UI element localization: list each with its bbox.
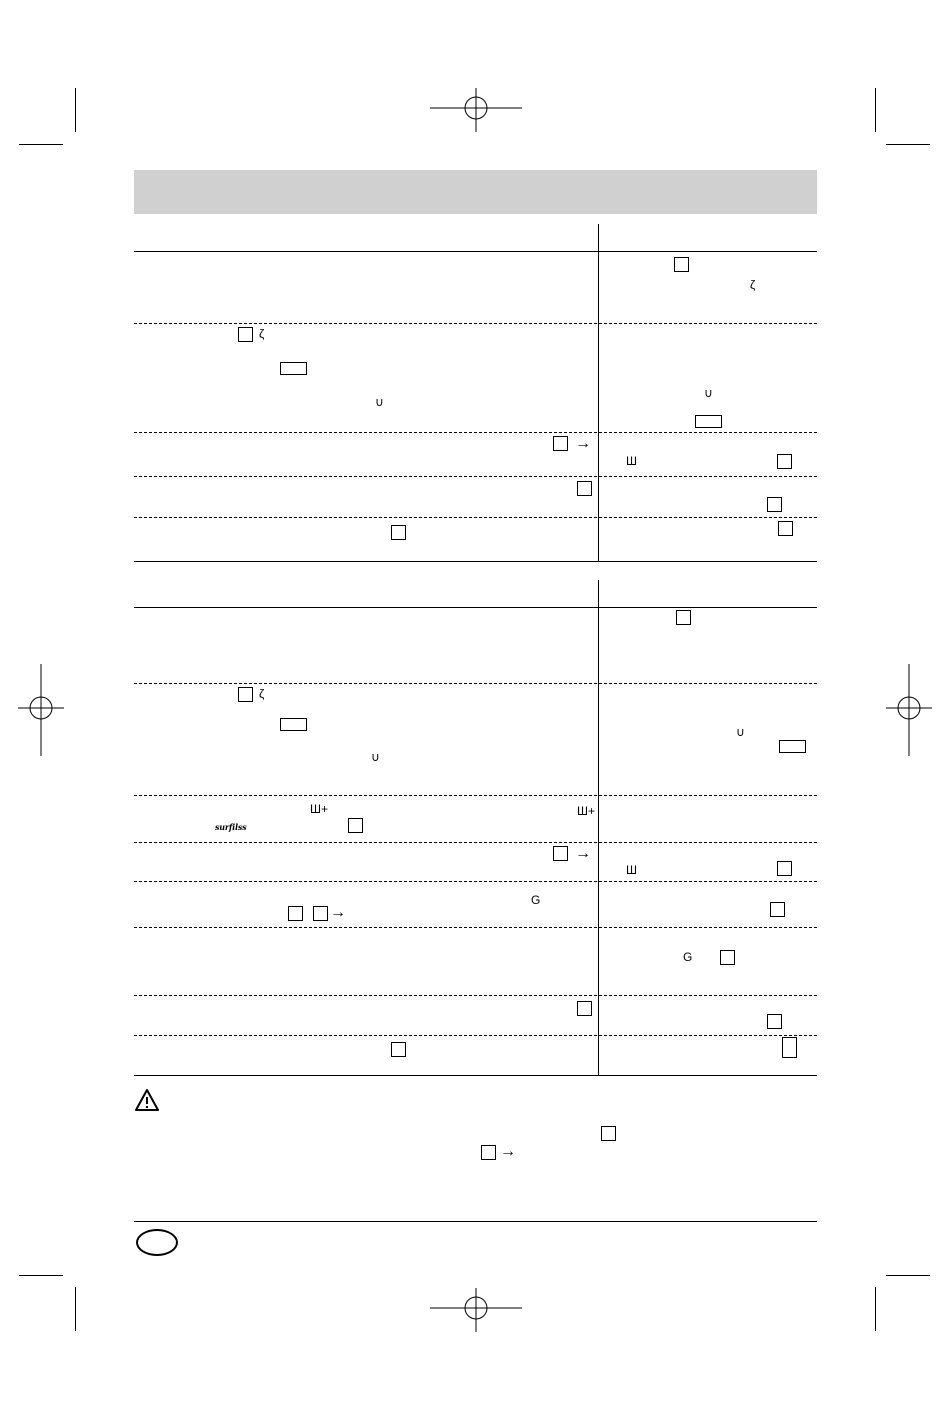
registration-target-left (18, 664, 64, 756)
surfilss-logo: surfilss (215, 822, 247, 832)
crop-mark (875, 88, 876, 132)
drain-icon: ∪ (704, 386, 713, 400)
registration-target-top (430, 88, 522, 132)
start-arrow-icon: → (500, 1143, 516, 1160)
column-separator (598, 580, 599, 1076)
button-symbol (553, 846, 568, 861)
drain-icon: ∪ (736, 725, 745, 739)
spin-icon: ζ (259, 687, 265, 701)
display-symbol (779, 740, 806, 753)
registration-target-bottom (430, 1288, 522, 1332)
button-symbol (288, 906, 303, 921)
row-divider (134, 432, 817, 433)
button-symbol (238, 327, 253, 342)
drain-icon: ∪ (371, 750, 380, 764)
spin-icon: ζ (259, 327, 265, 341)
button-symbol (767, 1014, 782, 1029)
display-symbol (695, 415, 722, 428)
rinse-icon: Ш (626, 863, 637, 877)
row-divider (134, 995, 817, 996)
rinse-icon: Ш (626, 454, 637, 468)
crop-mark (875, 1287, 876, 1331)
button-symbol (674, 257, 689, 272)
header-band (134, 170, 817, 214)
row-divider (134, 476, 817, 477)
crop-mark (886, 1275, 930, 1276)
button-symbol (577, 481, 592, 496)
warning-triangle-icon (134, 1088, 160, 1112)
button-symbol (601, 1126, 616, 1141)
registration-target-right (886, 664, 932, 756)
row-divider (134, 1035, 817, 1036)
button-symbol (777, 861, 792, 876)
button-symbol (348, 818, 363, 833)
row-divider (134, 927, 817, 928)
start-arrow-icon: → (330, 904, 346, 921)
display-symbol (280, 718, 307, 731)
drain-icon: ∪ (375, 395, 384, 409)
button-symbol (778, 521, 793, 536)
spin-icon: ζ (750, 278, 756, 292)
button-symbol (767, 497, 782, 512)
button-symbol (777, 454, 792, 469)
crop-mark (75, 88, 76, 132)
start-arrow-icon: → (575, 435, 591, 452)
rinse-plus-icon: Ш+ (577, 804, 596, 818)
button-symbol (313, 906, 328, 921)
button-symbol (577, 1001, 592, 1016)
table-header-rule (134, 607, 817, 608)
button-symbol (238, 687, 253, 702)
display-symbol (280, 362, 307, 375)
row-divider (134, 683, 817, 684)
button-symbol (770, 902, 785, 917)
table-header-rule (134, 251, 817, 252)
timer-icon: G (683, 950, 693, 964)
row-divider (134, 323, 817, 324)
table-bottom-rule (134, 1075, 817, 1076)
crop-mark (19, 144, 63, 145)
column-separator (598, 224, 599, 562)
start-arrow-icon: → (575, 845, 591, 862)
footer-rule (134, 1221, 817, 1222)
button-symbol (391, 1042, 406, 1057)
row-divider (134, 517, 817, 518)
button-symbol (553, 436, 568, 451)
crop-mark (75, 1287, 76, 1331)
button-symbol (391, 525, 406, 540)
crop-mark (19, 1275, 63, 1276)
row-divider (134, 842, 817, 843)
crop-mark (886, 144, 930, 145)
button-symbol (720, 950, 735, 965)
table-bottom-rule (134, 561, 817, 562)
button-symbol (676, 610, 691, 625)
timer-icon: G (531, 893, 541, 907)
rinse-plus-icon: Ш+ (310, 802, 329, 816)
button-symbol (481, 1145, 496, 1160)
row-divider (134, 881, 817, 882)
row-divider (134, 795, 817, 796)
button-symbol (782, 1037, 797, 1058)
language-badge (136, 1229, 178, 1256)
